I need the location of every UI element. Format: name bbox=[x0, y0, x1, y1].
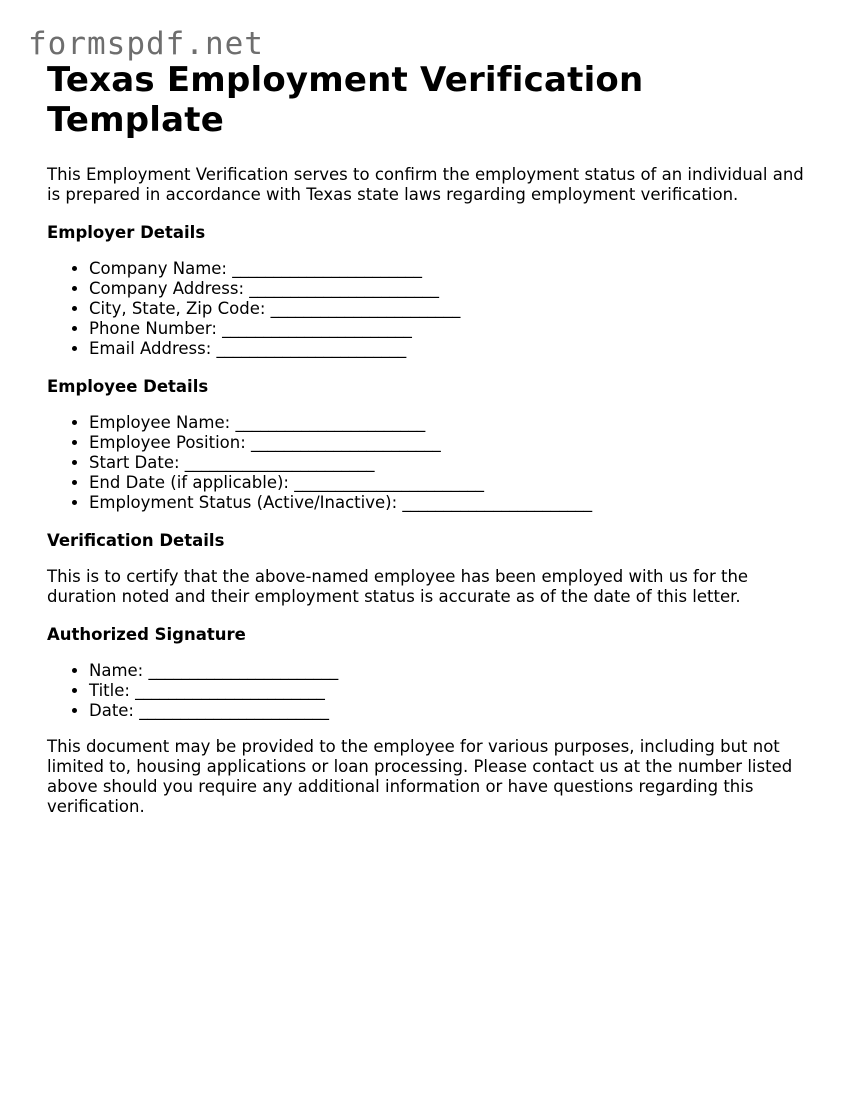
intro-paragraph: This Employment Verification serves to confirm the employment status of an individual and is prepared in accordance with Texas state laws regarding employment verification. bbox=[47, 165, 804, 204]
page-title: Texas Employment Verification Template bbox=[47, 60, 644, 140]
list-item: • Company Address: _______________________ bbox=[89, 279, 817, 299]
list-item: • Employee Position: _______________________ bbox=[89, 433, 817, 453]
list-item: • Employment Status (Active/Inactive): _______________________ bbox=[89, 493, 817, 513]
employer-details-heading: Employer Details bbox=[47, 223, 206, 242]
employee-details-list bbox=[47, 413, 817, 513]
employee-details-heading: Employee Details bbox=[47, 377, 209, 396]
verification-details-heading: Verification Details bbox=[47, 531, 225, 550]
list-item: • Employee Name: _______________________ bbox=[89, 413, 817, 433]
employer-details-list bbox=[47, 259, 817, 359]
list-item: • City, State, Zip Code: _______________________ bbox=[89, 299, 817, 319]
signature-list bbox=[47, 661, 817, 721]
list-item: • Title: _______________________ bbox=[89, 681, 817, 701]
list-item: • Name: _______________________ bbox=[89, 661, 817, 681]
list-item: • Start Date: _______________________ bbox=[89, 453, 817, 473]
watermark-logo: formspdf.net bbox=[28, 26, 264, 62]
list-item: • End Date (if applicable): _______________________ bbox=[89, 473, 817, 493]
document-page bbox=[47, 60, 817, 817]
list-item: • Email Address: _______________________ bbox=[89, 339, 817, 359]
list-item: • Company Name: _______________________ bbox=[89, 259, 817, 279]
closing-paragraph: This document may be provided to the employee for various purposes, including but not limited to, housing applications or loan processing. Please contact us at the number listed above should you require any additional information or have questions regarding this verification. bbox=[47, 737, 793, 816]
authorized-signature-heading: Authorized Signature bbox=[47, 625, 246, 644]
list-item: • Date: _______________________ bbox=[89, 701, 817, 721]
list-item: • Phone Number: _______________________ bbox=[89, 319, 817, 339]
verification-paragraph: This is to certify that the above-named employee has been employed with us for the duration noted and their employment status is accurate as of the date of this letter. bbox=[47, 567, 749, 606]
